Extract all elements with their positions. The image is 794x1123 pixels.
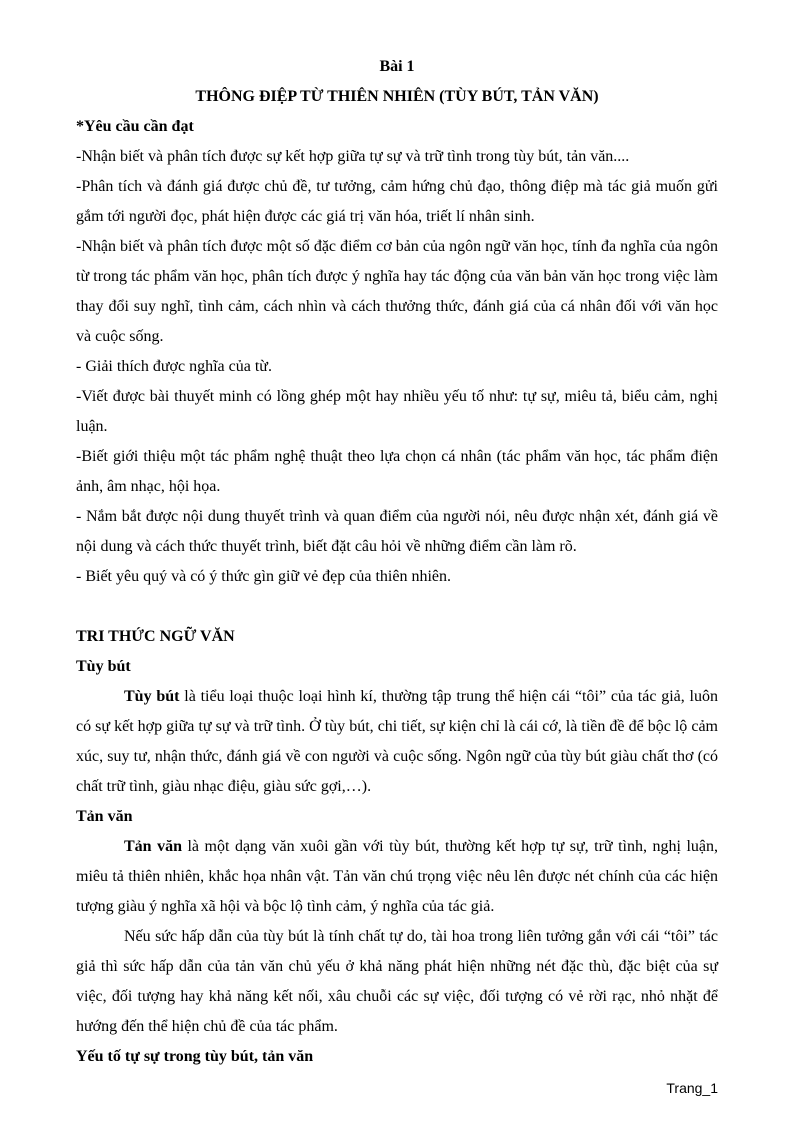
tuy-but-paragraph	[76, 682, 718, 802]
requirement-item: - Giải thích được nghĩa của từ.	[76, 358, 272, 375]
tuy-but-term: Tùy bút	[124, 688, 180, 705]
tuy-but-text: là tiểu loại thuộc loại hình kí, thường tập trung thể hiện cái “tôi” của tác giả, luôn có sự kết hợp giữa tự sự và trữ tình. Ở tùy bút, chi tiết, sự kiện chỉ là cái cớ, là tiền đề để bộc lộ cảm xúc, suy tư, nhận thức, đánh giá về con người và cuộc sống. Ngôn ngữ của tùy bút giàu chất thơ (có chất trữ tình, giàu nhạc điệu, giàu sức gợi,…).	[76, 688, 718, 795]
tuy-but-heading: Tùy bút	[76, 658, 131, 675]
tan-van-paragraph-2: Nếu sức hấp dẫn của tùy bút là tính chất tự do, tài hoa trong liên tưởng gắn với cái “tôi” tác giả thì sức hấp dẫn của tản văn chủ yếu ở khả năng phát hiện những nét đặc thù, đặc biệt của sự việc, đối tượng hay khả năng kết nối, xâu chuỗi các sự việc, đối tượng có vẻ rời rạc, nhỏ nhặt để hướng đến thể hiện chủ đề của tác phẩm.	[76, 928, 718, 1035]
tan-van-paragraph	[76, 832, 718, 922]
document-page	[76, 52, 718, 1072]
knowledge-heading: TRI THỨC NGỮ VĂN	[76, 628, 235, 645]
requirement-item: - Biết yêu quý và có ý thức gìn giữ vẻ đẹp của thiên nhiên.	[76, 568, 452, 585]
requirement-item: - Nắm bắt được nội dung thuyết trình và quan điểm của người nói, nêu được nhận xét, đánh giá về nội dung và cách thức thuyết trình, biết đặt câu hỏi về những điểm cần làm rõ.	[76, 508, 718, 555]
tan-van-term: Tản văn	[124, 838, 182, 855]
narrative-heading: Yếu tố tự sự trong tùy bút, tản văn	[76, 1048, 314, 1065]
requirements-heading: *Yêu cầu cần đạt	[76, 118, 194, 135]
page-number: Trang_1	[666, 1080, 718, 1096]
tan-van-heading: Tản văn	[76, 808, 133, 825]
requirement-item: -Nhận biết và phân tích được sự kết hợp giữa tự sự và trữ tình trong tùy bút, tản văn....	[76, 148, 630, 165]
requirement-item: -Viết được bài thuyết minh có lồng ghép một hay nhiều yếu tố như: tự sự, miêu tả, biểu cảm, nghị luận.	[76, 388, 718, 435]
lesson-title: THÔNG ĐIỆP TỪ THIÊN NHIÊN (TÙY BÚT, TẢN VĂN)	[195, 88, 599, 105]
requirement-item: -Biết giới thiệu một tác phẩm nghệ thuật theo lựa chọn cá nhân (tác phẩm văn học, tác phẩm điện ảnh, âm nhạc, hội họa.	[76, 448, 718, 495]
section-spacer	[76, 592, 718, 622]
requirement-item: -Phân tích và đánh giá được chủ đề, tư tưởng, cảm hứng chủ đạo, thông điệp mà tác giả muốn gửi gắm tới người đọc, phát hiện được các giá trị văn hóa, triết lí nhân sinh.	[76, 178, 718, 225]
lesson-number: Bài 1	[379, 58, 415, 75]
tan-van-text: là một dạng văn xuôi gần với tùy bút, thường kết hợp tự sự, trữ tình, nghị luận, miêu tả thiên nhiên, khắc họa nhân vật. Tản văn chú trọng việc nêu lên được nét chính của các hiện tượng giàu ý nghĩa xã hội và bộc lộ tình cảm, ý nghĩa của tác giả.	[76, 838, 719, 915]
requirement-item: -Nhận biết và phân tích được một số đặc điểm cơ bản của ngôn ngữ văn học, tính đa nghĩa của ngôn từ trong tác phẩm văn học, phân tích được ý nghĩa hay tác động của văn bản văn học trong việc làm thay đổi suy nghĩ, tình cảm, cách nhìn và cách thưởng thức, đánh giá của cá nhân đối với văn học và cuộc sống.	[76, 238, 718, 345]
